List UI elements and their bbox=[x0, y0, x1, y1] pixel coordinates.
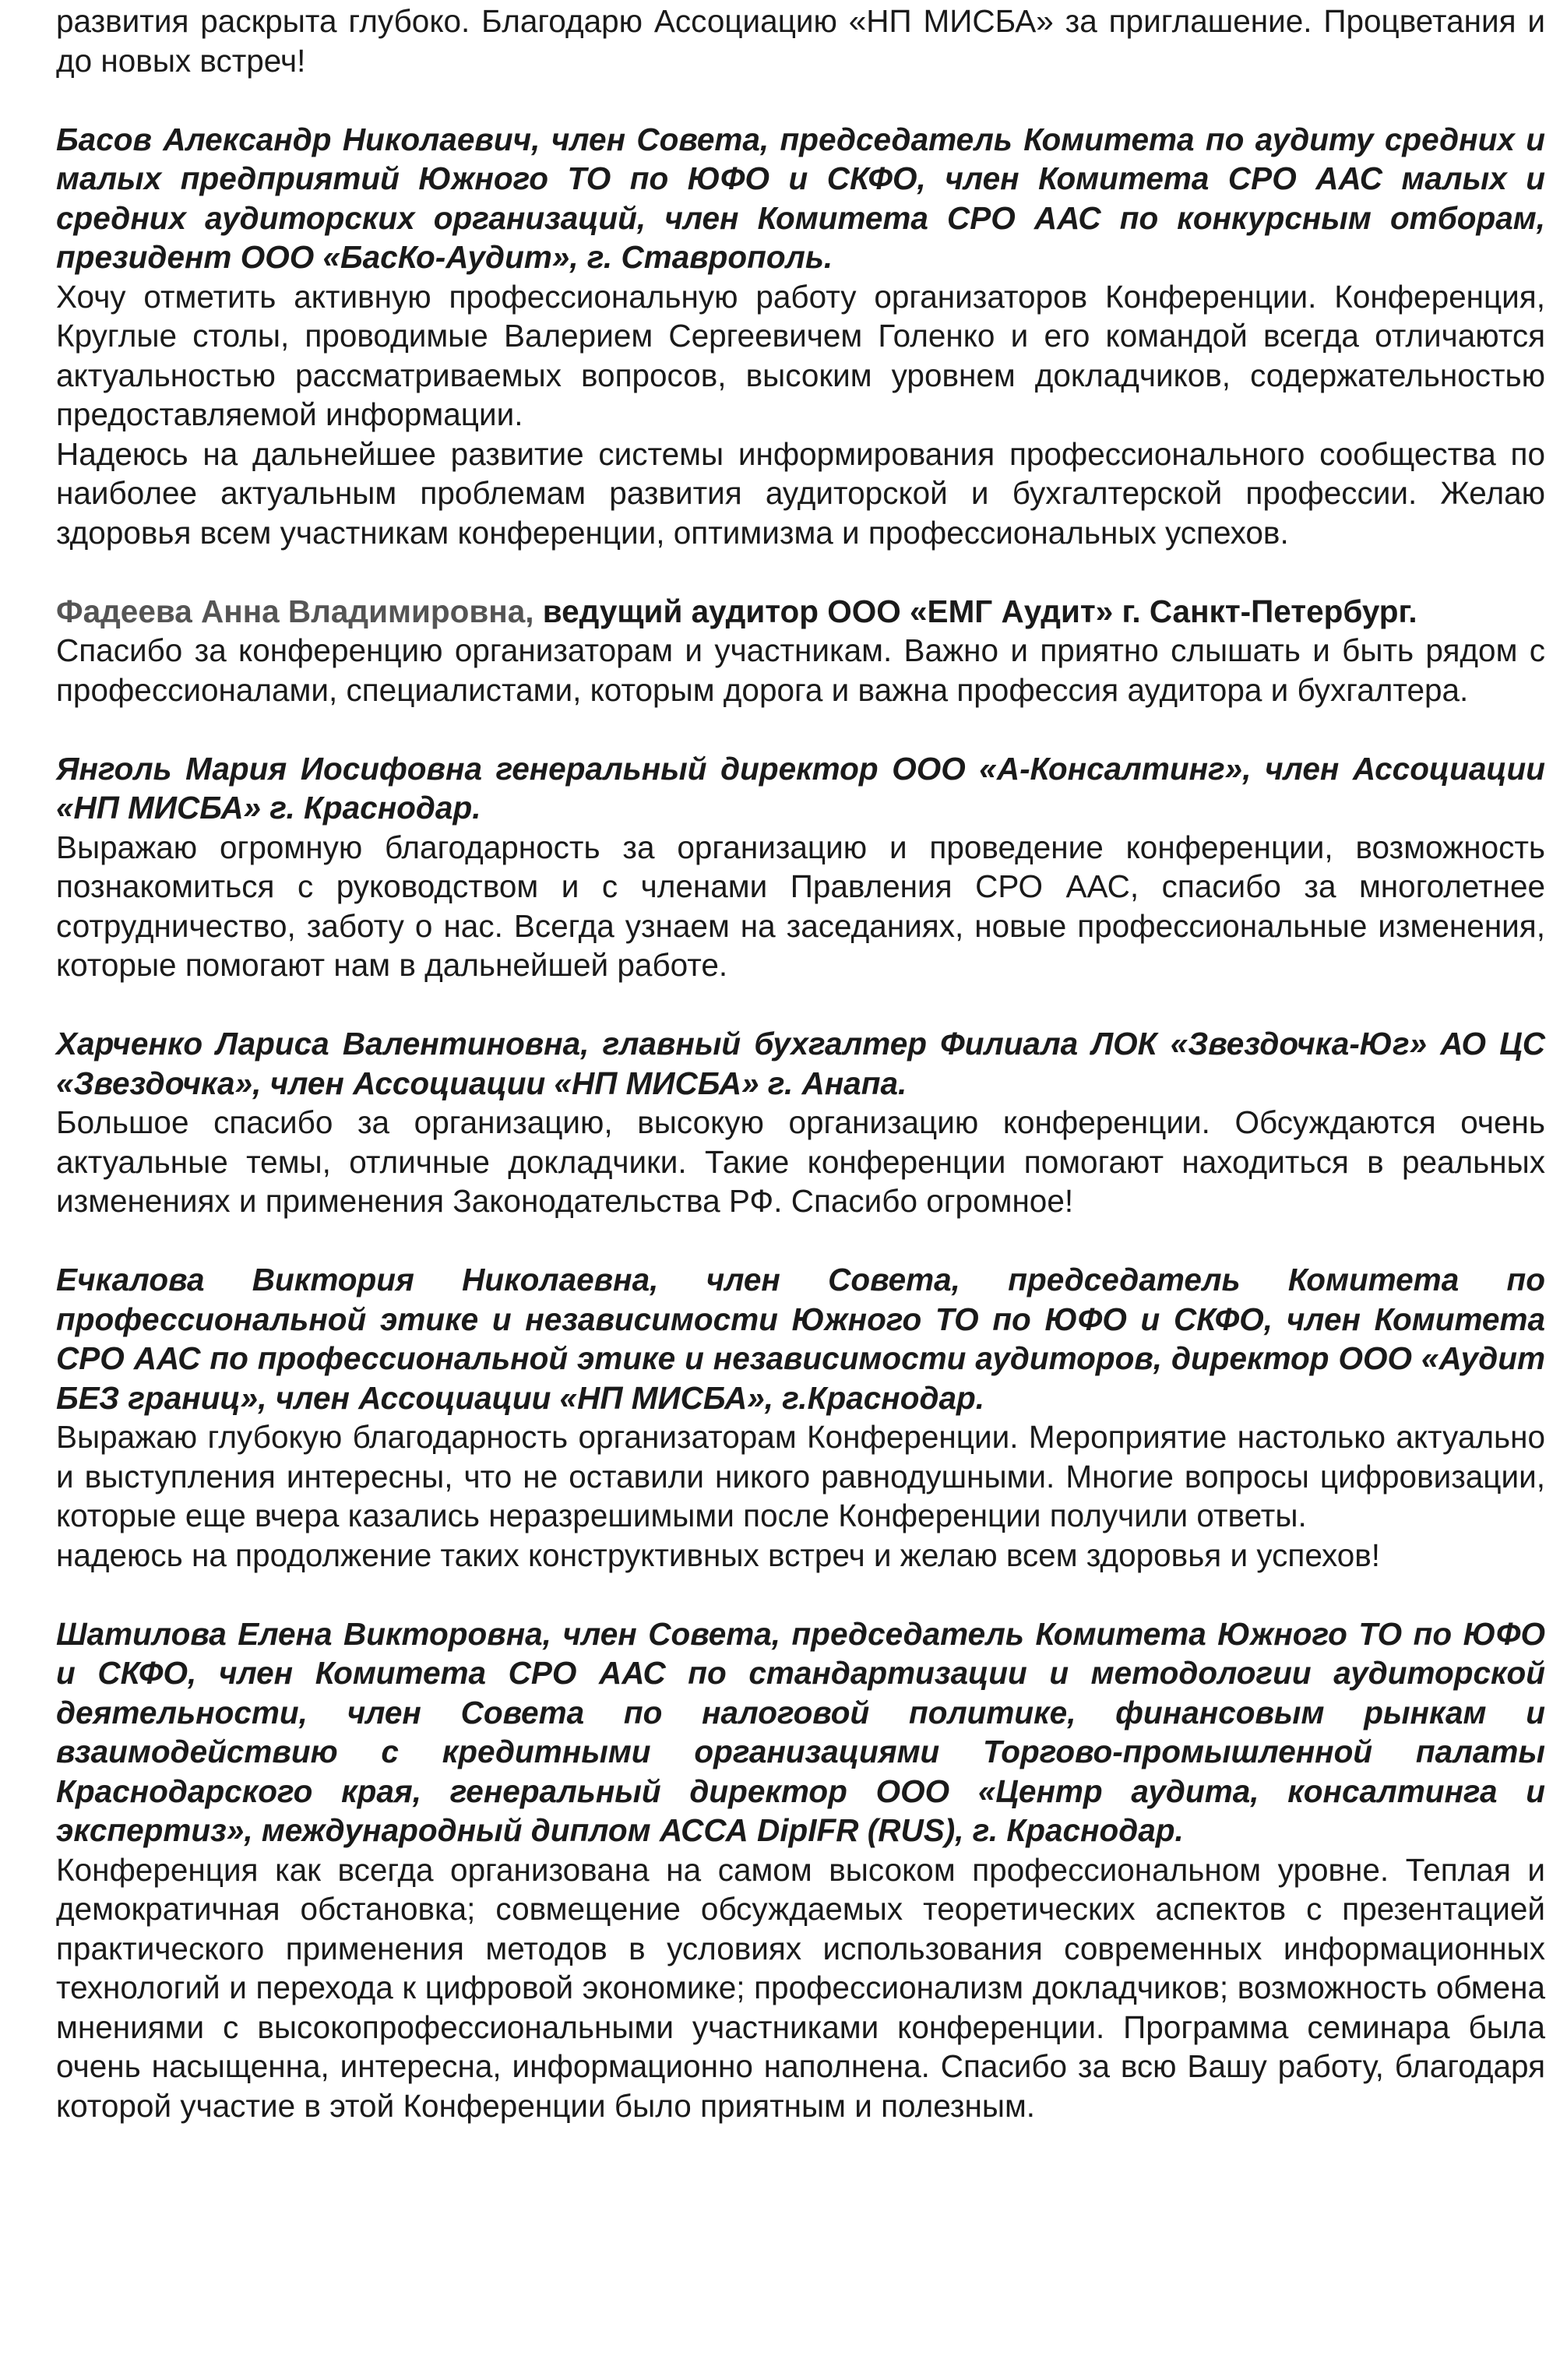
spacer bbox=[56, 985, 1545, 1025]
review-author: Шатилова Елена Викторовна, член Совета, председатель Комитета Южного ТО по ЮФО и СКФО, член Комитета СРО ААС по стандартизации и методологии аудиторской деятельности, член Совета по налоговой политике, финансовым рынкам и взаимодействию с кредитными организациями Торгово-промышленной палаты Краснодарского края, генеральный директор ООО «Центр аудита, консалтинга и экспертиз», международный диплом АССА DipIFR (RUS), г. Краснодар. bbox=[56, 1615, 1545, 1848]
review-paragraph: надеюсь на продолжение таких конструктивных встреч и желаю всем здоровья и успехов! bbox=[56, 1537, 1381, 1573]
review-entry bbox=[56, 1260, 1545, 1575]
review-paragraph: Большое спасибо за организацию, высокую организацию конференции. Обсуждаются очень актуальные темы, отличные докладчики. Такие конференции помогают находиться в реальных изменениях и применения Законодательства РФ. Спасибо огромное! bbox=[56, 1104, 1545, 1219]
review-paragraph: Хочу отметить активную профессиональную работу организаторов Конференции. Конференция, Круглые столы, проводимые Валерием Сергеевичем Голенко и его командой всегда отличаются актуальностью рассматриваемых вопросов, высоким уровнем докладчиков, содержательностью предоставляемой информации. bbox=[56, 278, 1545, 432]
spacer bbox=[56, 1221, 1545, 1261]
document-page bbox=[56, 2, 1545, 2125]
review-author: Ечкалова Виктория Николаевна, член Совета, председатель Комитета по профессиональной этике и независимости Южного ТО по ЮФО и СКФО, член Комитета СРО ААС по профессиональной этике и независимости аудиторов, директор ООО «Аудит БЕЗ границ», член Ассоциации «НП МИСБА», г.Краснодар. bbox=[56, 1262, 1545, 1416]
review-author-name: Фадеева Анна Владимировна, bbox=[56, 593, 534, 629]
spacer bbox=[56, 80, 1545, 120]
review-entry bbox=[56, 592, 1545, 710]
review-author: Басов Александр Николаевич, член Совета, председатель Комитета по аудиту средних и малых предприятий Южного ТО по ЮФО и СКФО, член Комитета СРО ААС малых и средних аудиторских организаций, член Комитета СРО ААС по конкурсным отборам, президент ООО «БасКо-Аудит», г. Ставрополь. bbox=[56, 121, 1545, 275]
spacer bbox=[56, 1575, 1545, 1614]
review-entry bbox=[56, 749, 1545, 985]
review-paragraph: Конференция как всегда организована на самом высоком профессиональном уровне. Теплая и демократичная обстановка; совмещение обсуждаемых теоретических аспектов с презентацией практического применения методов в условиях использования современных информационных технологий и перехода к цифровой экономике; профессионализм докладчиков; возможность обмена мнениями с высокопрофессиональными участниками конференции. Программа семинара была очень насыщенна, интересна, информационно наполнена. Спасибо за всю Вашу работу, благодаря которой участие в этой Конференции было приятным и полезным. bbox=[56, 1851, 1545, 2124]
review-paragraph: Надеюсь на дальнейшее развитие системы информирования профессионального сообщества по наиболее актуальным проблемам развития аудиторской и бухгалтерской профессии. Желаю здоровья всем участникам конференции, оптимизма и профессиональных успехов. bbox=[56, 435, 1545, 551]
review-author: Янголь Мария Иосифовна генеральный директор ООО «А-Консалтинг», член Ассоциации «НП МИСБА» г. Краснодар. bbox=[56, 750, 1545, 826]
spacer bbox=[56, 552, 1545, 592]
review-paragraph: Выражаю глубокую благодарность организаторам Конференции. Мероприятие настолько актуально и выступления интересны, что не оставили никого равнодушными. Многие вопросы цифровизации, которые еще вчера казались неразрешимыми после Конференции получили ответы. bbox=[56, 1419, 1545, 1533]
review-author-title: ведущий аудитор ООО «ЕМГ Аудит» г. Санкт-Петербург. bbox=[533, 593, 1417, 629]
spacer bbox=[56, 709, 1545, 749]
review-author: Харченко Лариса Валентиновна, главный бухгалтер Филиала ЛОК «Звездочка-Юг» АО ЦС «Звездочка», член Ассоциации «НП МИСБА» г. Анапа. bbox=[56, 1026, 1545, 1101]
review-author bbox=[56, 592, 1545, 632]
review-entry bbox=[56, 120, 1545, 553]
review-entry bbox=[56, 1614, 1545, 2126]
review-paragraph: Выражаю огромную благодарность за организацию и проведение конференции, возможность познакомиться с руководством и с членами Правления СРО ААС, спасибо за многолетнее сотрудничество, заботу о нас. Всегда узнаем на заседаниях, новые профессиональные изменения, которые помогают нам в дальнейшей работе. bbox=[56, 829, 1545, 983]
review-paragraph: Спасибо за конференцию организаторам и участникам. Важно и приятно слышать и быть рядом с профессионалами, специалистами, которым дорога и важна профессия аудитора и бухгалтера. bbox=[56, 632, 1545, 708]
review-entry bbox=[56, 1024, 1545, 1221]
intro-paragraph: развития раскрыта глубоко. Благодарю Ассоциацию «НП МИСБА» за приглашение. Процветания и до новых встреч! bbox=[56, 3, 1545, 79]
